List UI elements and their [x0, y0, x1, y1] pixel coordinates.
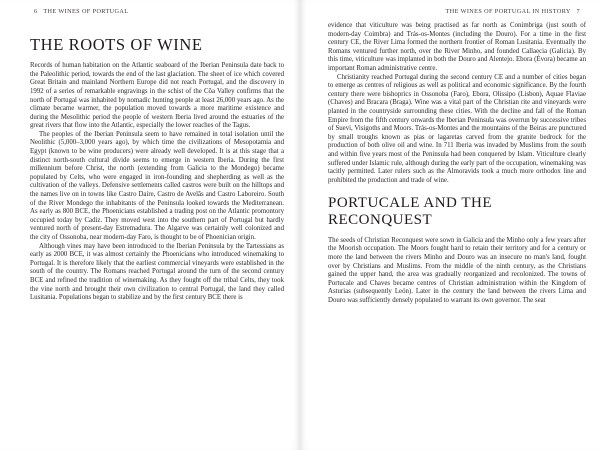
- paragraph: The peoples of the Iberian Peninsula seem to have remained in total isolation until the Neolithic (5,000–3,000 years ago), by which time the civilizations of Mesopotamia and Egypt (known to be wine producers) were already well developed. It is at this stage that a distinct north-south cultural divide seems to emerge in western Iberia. During the first millennium before Christ, the north (extending from Galicia to the Mondego) became populated by Celts, who were engaged in iron-founding and shepherding as well as the cultivation of the valleys. Defensive settlements called castros were built on the hilltops and the names live on in towns like Castro Daire, Castro de Avelãs and Castro Laboreiro. South of the River Mondego the inhabitants of the Peninsula looked towards the Mediterranean. As early as 800 BCE, the Phoenicians established a trading post on the Atlantic promontory occupied today by Cadiz. They moved west into the southern part of Portugal but hardly ventured north of present-day Estremadura. The Algarve was certainly well colonized and the city of Ossonoba, near modern-day Faro, is thought to be of Phoenician origin.: [30, 130, 284, 242]
- paragraph: The seeds of Christian Reconquest were sown in Galicia and the Minho only a few years after the Moorish occupation. The Moors fought hard to retain their territory and for a century or more the land between the rivers Minho and Douro was an insecure no man's land, fought over by Christians and Muslims. From the middle of the ninth century, as the Christians gained the upper hand, the area was gradually reorganized and recolonized. The towns of Portucale and Chaves became centres of Christian administration within the Kingdom of Asturias (subsequently León). Later in the century the land between the rivers Lima and Douro was sufficiently densely populated to warrant its own governor. The seat: [328, 236, 586, 305]
- left-running-head-title: THE WINES OF PORTUGAL: [43, 8, 129, 15]
- right-running-head: [446, 8, 584, 15]
- left-page-number: 6: [34, 8, 38, 15]
- section-title: PORTUCALE AND THE RECONQUEST: [328, 195, 492, 229]
- right-page-content: [328, 22, 586, 306]
- chapter-title: THE ROOTS OF WINE: [30, 35, 203, 54]
- right-running-head-title: THE WINES OF PORTUGAL IN HISTORY: [445, 8, 571, 15]
- paragraph: Christianity reached Portugal during the second century CE and a number of cities began to emerge as centres of religious as well as political and economic significance. By the fourth century there were bishoprics in Ossonoba (Faro), Ebora, Olissipo (Lisbon), Aquae Flaviae (Chaves) and Bracara (Braga). Wine was a vital part of the Christian rite and vineyards were planted in the countryside surrounding these cities. With the decline and fall of the Roman Empire from the fifth century onwards the Iberian Peninsula was overrun by successive tribes of Suevi, Visigoths and Moors. Trás-os-Montes and the mountains of the Beiras are punctured by small troughs known as pias or lagaretas carved from the granite bedrock for the production of both olive oil and wine. In 711 Iberia was invaded by Muslims from the south and within five years most of the Peninsula had been conquered by Islam. Viticulture clearly suffered under Islamic rule, although during the early part of the occupation, winemaking was tacitly permitted. Later rulers such as the Almoravids took a much more orthodox line and prohibited the production and trade of wine.: [328, 73, 586, 184]
- paragraph: evidence that viticulture was being practised as far north as Conimbriga (just south of modern-day Coimbra) and Trás-os-Montes (including the Douro). For a time in the first century CE, the River Lima formed the northern frontier of Roman Lusitania. Eventually the Romans ventured further north, over the River Minho, and founded Callaecia (Galicia). By this time, viticulture was implanted in both the Douro and Alentejo. Ebora (Évora) became an important Roman administrative centre.: [328, 22, 586, 72]
- right-page: [300, 0, 600, 450]
- paragraph: Records of human habitation on the Atlantic seaboard of the Iberian Peninsula date back to the Paleolithic period, towards the end of the last glaciation. The sheet of ice which covered Great Britain and mainland Northern Europe did not reach Portugal, and the discovery in 1992 of a series of remarkable engravings in the schist of the Côa Valley confirms that the north of Portugal was inhabited by nomadic hunting people at least 26,000 years ago. As the climate became warmer, the population moved towards a more maritime existence and during the Mesolithic period the people of western Iberia lived around the estuaries of the great rivers that flow into the Atlantic, especially the lower reaches of the Tagus.: [30, 62, 284, 130]
- left-running-head: [30, 8, 128, 15]
- left-page-content: [30, 22, 284, 303]
- paragraph: Although vines may have been introduced to the Iberian Peninsula by the Tartessians as early as 2000 BCE, it was almost certainly the Phoenicians who introduced winemaking to Portugal. It is therefore likely that the earliest commercial vineyards were established in the south of the country. The Romans reached Portugal around the turn of the second century BCE and refined the tradition of winemaking. As they fought off the tribal Celts, they took the vine north and brought their own civilization to central Portugal, the land they called Lusitania. Populations began to stabilize and by the first century BCE there is: [30, 242, 284, 302]
- right-page-number: 7: [576, 8, 580, 15]
